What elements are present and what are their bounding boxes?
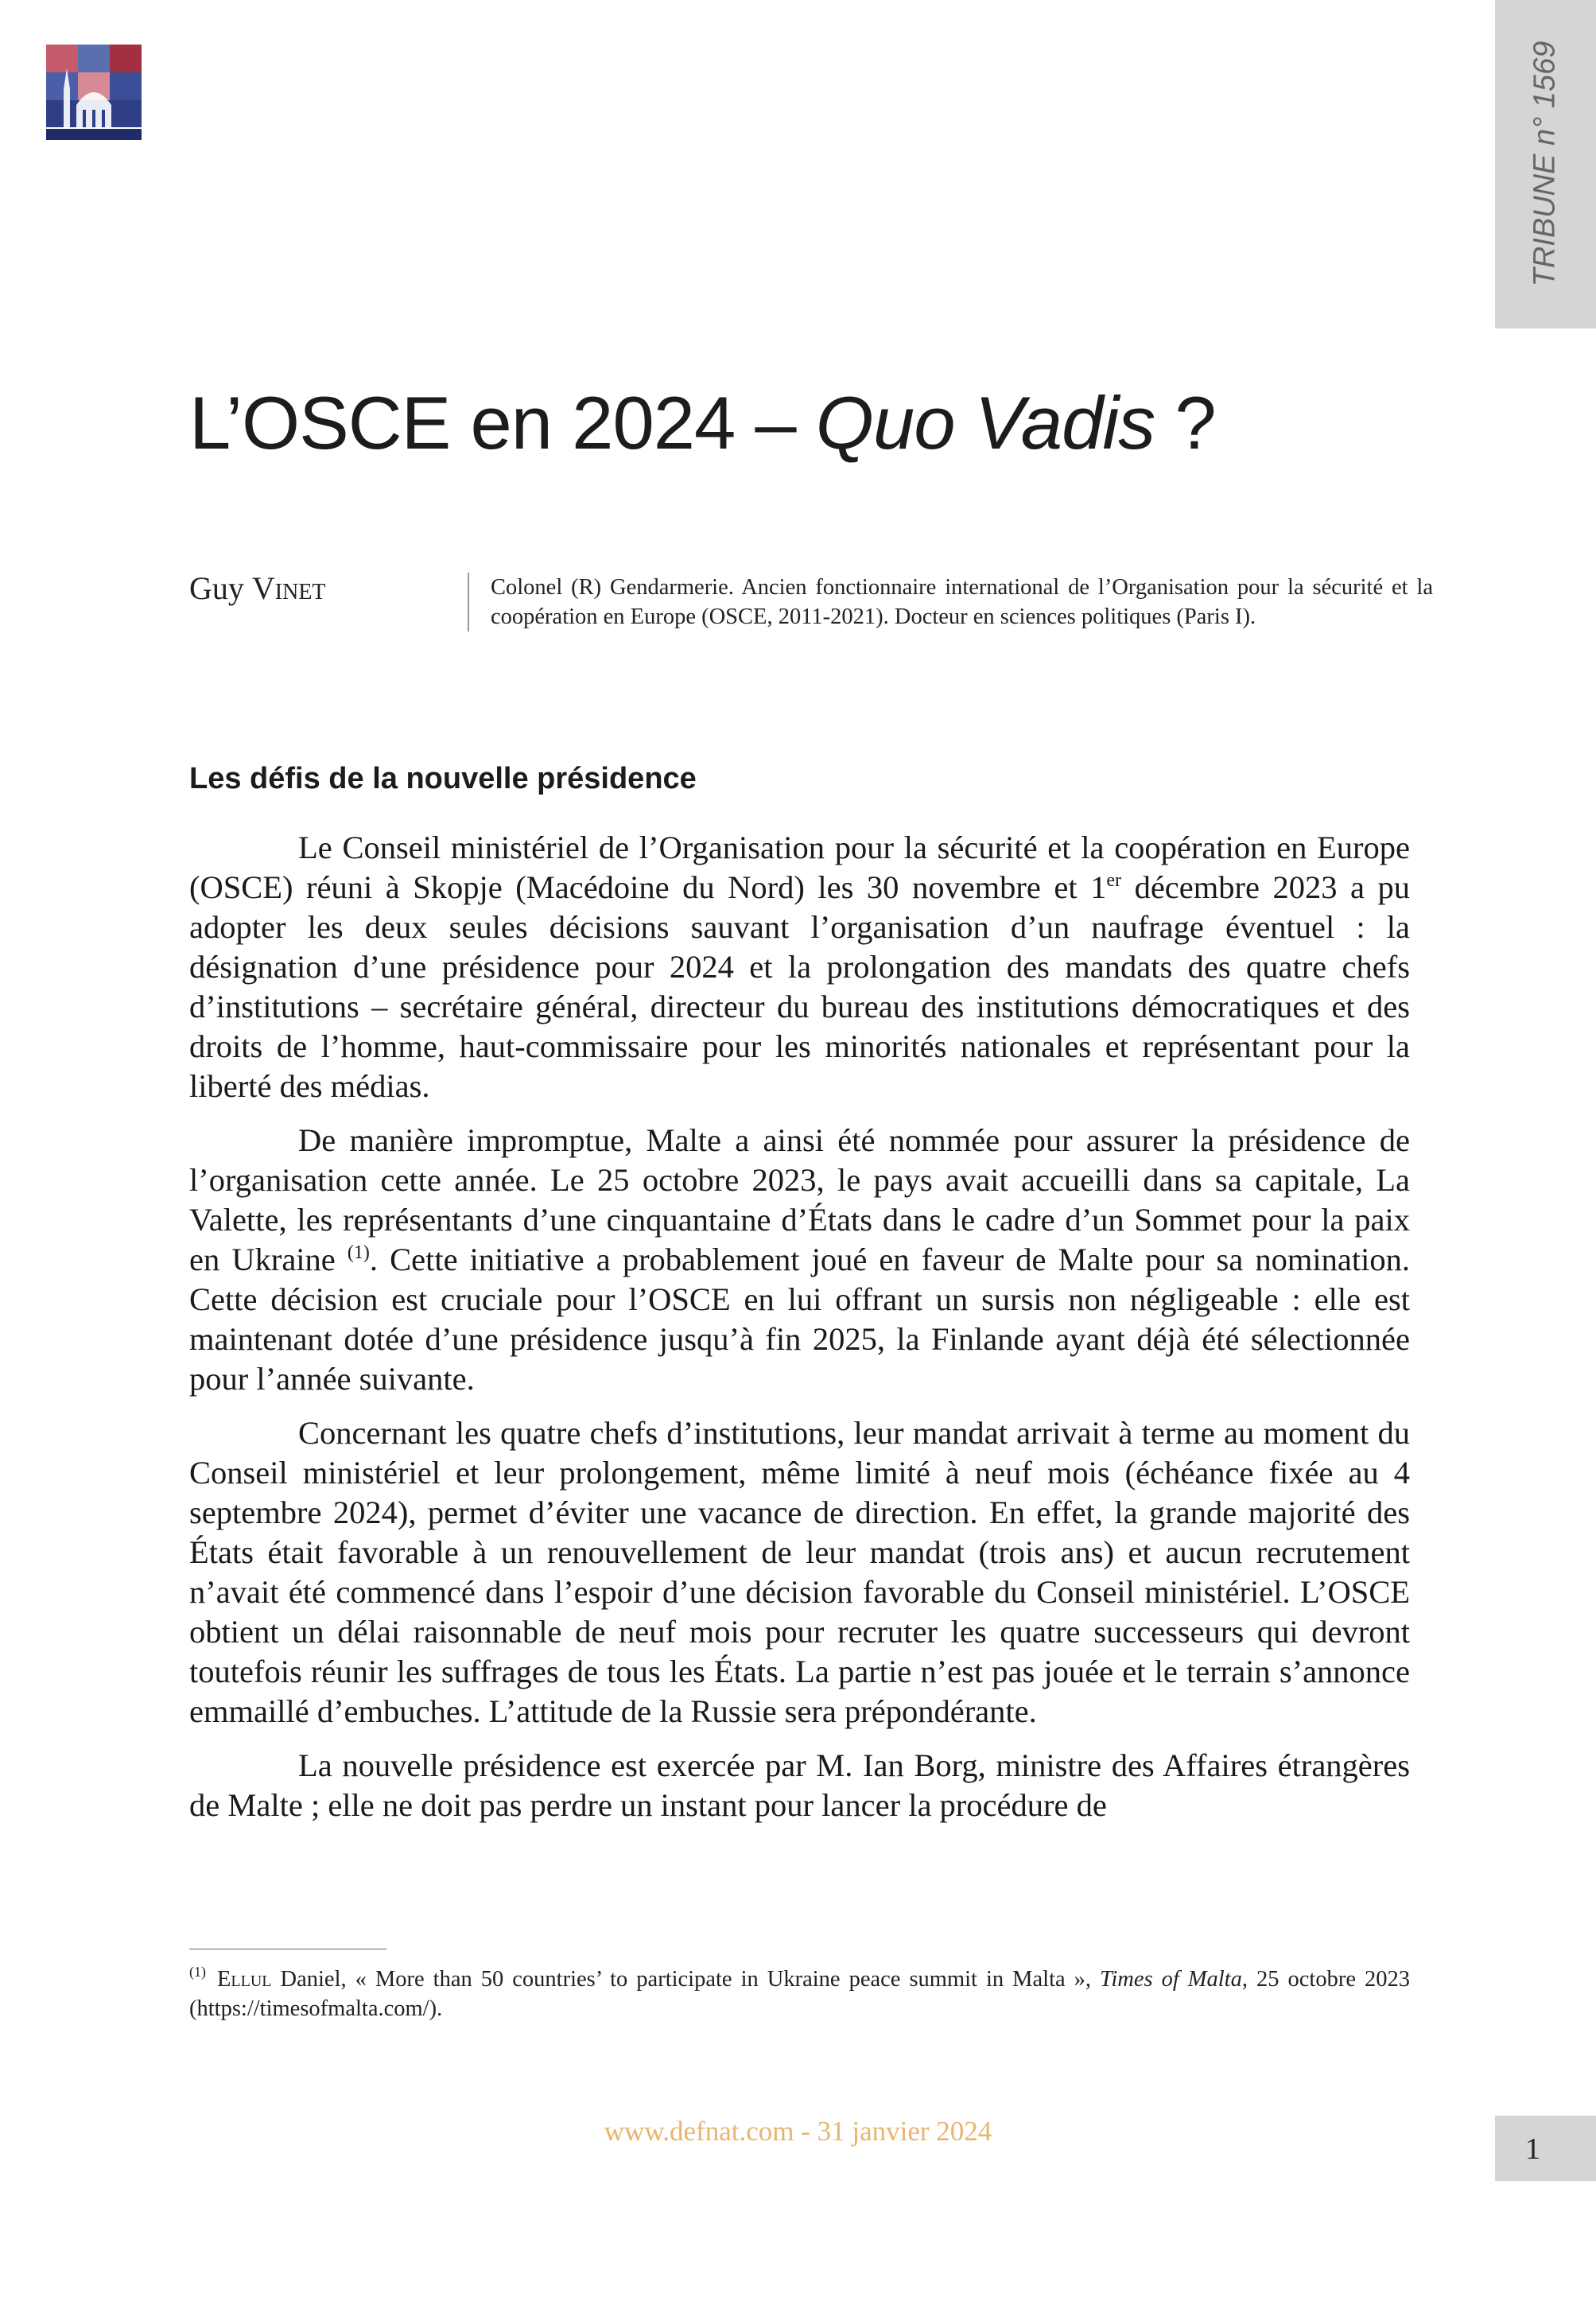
paragraph-2 — [189, 1121, 1410, 1399]
article-title — [189, 380, 1216, 466]
paragraph-1 — [189, 828, 1410, 1106]
footer-site-date[interactable]: www.defnat.com - 31 janvier 2024 — [604, 2116, 992, 2147]
author-first-name: Guy — [189, 570, 252, 606]
section-heading: Les défis de la nouvelle présidence — [189, 762, 697, 795]
footnote-author: Ellul — [217, 1967, 272, 1992]
paragraph-1-text-b: décembre 2023 a pu adopter les deux seules décisions sauvant l’organisation d’un naufrage éventuel : la désignation d’une présidence pour 2024 et la prolongation des mandats des quatre chefs d’institutions – secrétaire général, directeur du bureau des institutions démocratiques et des droits de l’homme, haut-commissaire pour les minorités nationales et représentant pour la liberté des médias. — [189, 869, 1410, 1104]
paragraph-3: Concernant les quatre chefs d’institutions, leur mandat arrivait à terme au moment du Conseil ministériel et leur prolongement, même limité à neuf mois (échéance fixée au 4 septembre 2024), permet d’éviter une vacance de direction. En effet, la grande majorité des États était favorable à un renouvellement de leur mandat (trois ans) et aucun recrutement n’avait été commencé dans l’espoir d’une décision favorable du Conseil ministériel. L’OSCE obtient un délai raisonnable de neuf mois pour recruter les quatre successeurs qui devront toutefois réunir les suffrages de tous les États. La partie n’est pas jouée et le terrain s’annonce emmaillé d’embuches. L’attitude de la Russie sera prépondérante. — [189, 1415, 1410, 1729]
footnote-reference[interactable]: (1) — [347, 1242, 370, 1263]
author-name — [189, 569, 326, 607]
author-bio: Colonel (R) Gendarmerie. Ancien fonctionnaire international de l’Organisation pour la sécurité et la coopération en Europe (OSCE, 2011-2021). Docteur en sciences politiques (Paris I). — [468, 573, 1433, 632]
title-end: ? — [1155, 381, 1216, 464]
title-main: L’OSCE en 2024 – — [189, 381, 816, 464]
footnote-source: Times of Malta — [1100, 1967, 1242, 1992]
title-italic: Quo Vadis — [815, 381, 1155, 464]
ordinal-superscript: er — [1106, 870, 1122, 891]
page-number: 1 — [1525, 2132, 1540, 2166]
tribune-side-tab — [1495, 0, 1596, 328]
tribune-number-label: TRIBUNE n° 1569 — [1528, 41, 1562, 287]
paragraph-2-text-b: . Cette initiative a probablement joué en faveur de Malte pour sa nomination. Cette décision est cruciale pour l’OSCE en lui offrant un sursis non négligeable : elle est maintenant dotée d’une présidence jusqu’à fin 2025, la Finlande ayant déjà été sélectionnée pour l’année suivante. — [189, 1242, 1410, 1397]
author-last-name: Vinet — [251, 570, 326, 606]
defnat-logo-icon — [46, 45, 142, 140]
paragraph-4: La nouvelle présidence est exercée par M. Ian Borg, ministre des Affaires étrangères de Malte ; elle ne doit pas perdre un instant pour lancer la procédure de — [189, 1747, 1410, 1823]
footnote-text-b: , 25 octobre 2023 (https://timesofmalta.com/). — [189, 1967, 1410, 2021]
footnote-number: (1) — [189, 1964, 206, 1980]
article-body — [189, 828, 1410, 1840]
footnote-text-a: Daniel, « More than 50 countries’ to participate in Ukraine peace summit in Malta », — [271, 1967, 1101, 1992]
page-number-tab — [1495, 2116, 1596, 2181]
paragraph-2-text-a: De manière impromptue, Malte a ainsi été nommée pour assurer la présidence de l’organisation cette année. Le 25 octobre 2023, le pays avait accueilli dans sa capitale, La Valette, les représentants d’une cinquantaine d’États dans le cadre d’un Sommet pour la paix en Ukraine — [189, 1122, 1410, 1277]
footnote — [189, 1965, 1410, 2023]
paragraph-1-text-a: Le Conseil ministériel de l’Organisation pour la sécurité et la coopération en Europe (OSCE) réuni à Skopje (Macédoine du Nord) les 30 novembre et 1 — [189, 830, 1410, 905]
